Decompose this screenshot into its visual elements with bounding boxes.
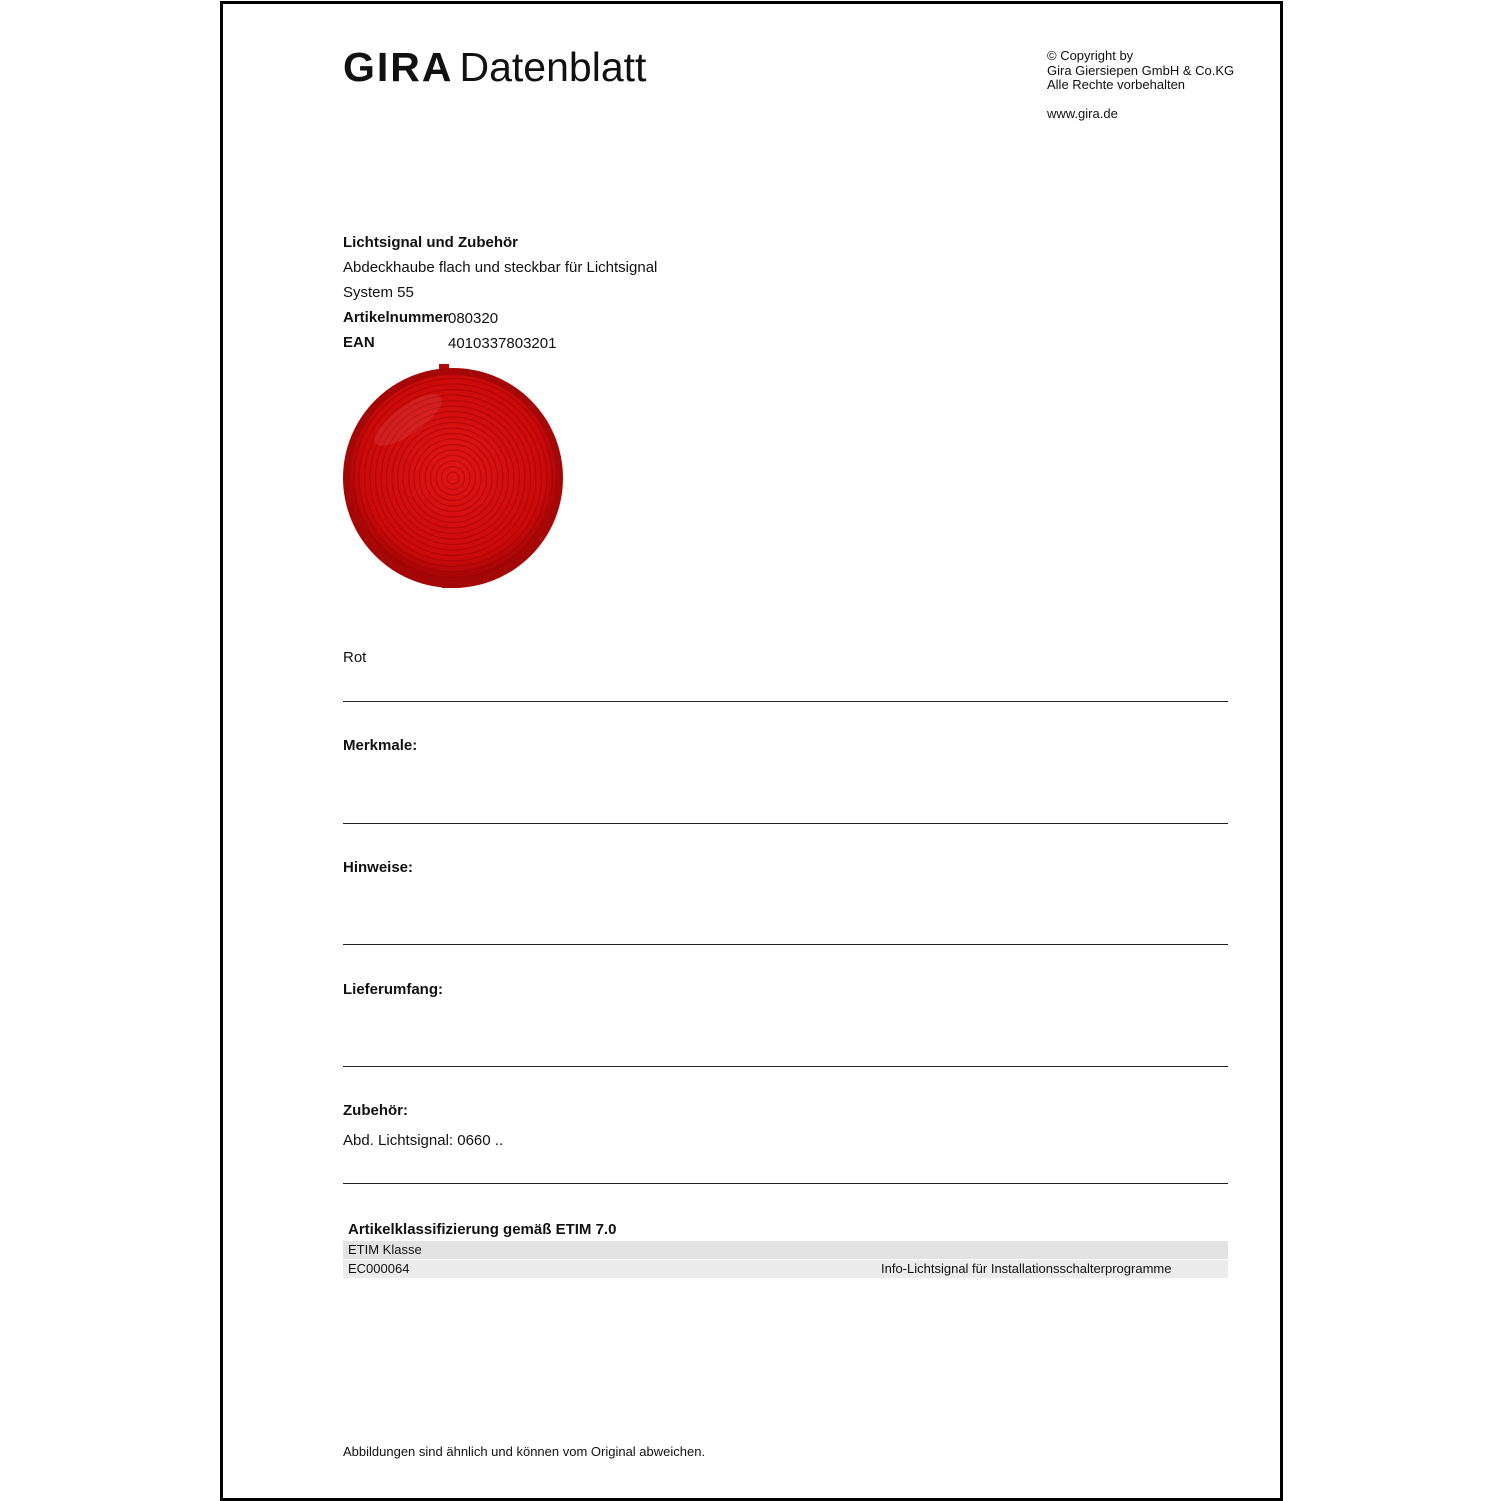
ean-label: EAN	[343, 334, 375, 351]
etim-data-row	[343, 1260, 1228, 1278]
notes-heading: Hinweise:	[343, 859, 414, 876]
copyright-block	[1047, 49, 1234, 93]
copyright-company: Gira Giersiepen GmbH & Co.KG	[1047, 62, 1235, 78]
product-image	[338, 360, 568, 592]
etim-header-row	[343, 1241, 1228, 1259]
accessories-heading: Zubehör:	[343, 1102, 408, 1119]
ean-value: 4010337803201	[448, 335, 557, 352]
document-type: Datenblatt	[459, 44, 647, 90]
brand-logo	[343, 44, 646, 90]
divider	[343, 944, 1228, 945]
product-category: Lichtsignal und Zubehör	[343, 234, 518, 251]
brand-name: GIRA	[343, 44, 454, 90]
website-link[interactable]: www.gira.de	[1047, 106, 1118, 121]
accessories-text: Abd. Lichtsignal: 0660 ..	[343, 1132, 504, 1149]
divider	[343, 823, 1228, 824]
article-number-label: Artikelnummer	[343, 309, 449, 326]
delivery-heading: Lieferumfang:	[343, 981, 444, 998]
copyright-line: © Copyright by	[1047, 48, 1134, 63]
article-number-value: 080320	[448, 310, 499, 327]
divider	[343, 1066, 1228, 1067]
product-description: Abdeckhaube flach und steckbar für Lichtsignal	[343, 259, 658, 276]
features-heading: Merkmale:	[343, 737, 418, 754]
color-name: Rot	[343, 649, 367, 666]
divider	[343, 701, 1228, 702]
etim-class-label: ETIM Klasse	[348, 1242, 422, 1257]
signal-lens-image	[338, 360, 568, 592]
divider	[343, 1183, 1228, 1184]
copyright-rights: Alle Rechte vorbehalten	[1047, 77, 1186, 92]
etim-title: Artikelklassifizierung gemäß ETIM 7.0	[348, 1221, 617, 1238]
product-system: System 55	[343, 284, 414, 301]
etim-class-name: Info-Lichtsignal für Installationsschalterprogramme	[881, 1261, 1172, 1276]
etim-class-code: EC000064	[348, 1261, 410, 1276]
image-disclaimer: Abbildungen sind ähnlich und können vom Original abweichen.	[343, 1444, 706, 1459]
